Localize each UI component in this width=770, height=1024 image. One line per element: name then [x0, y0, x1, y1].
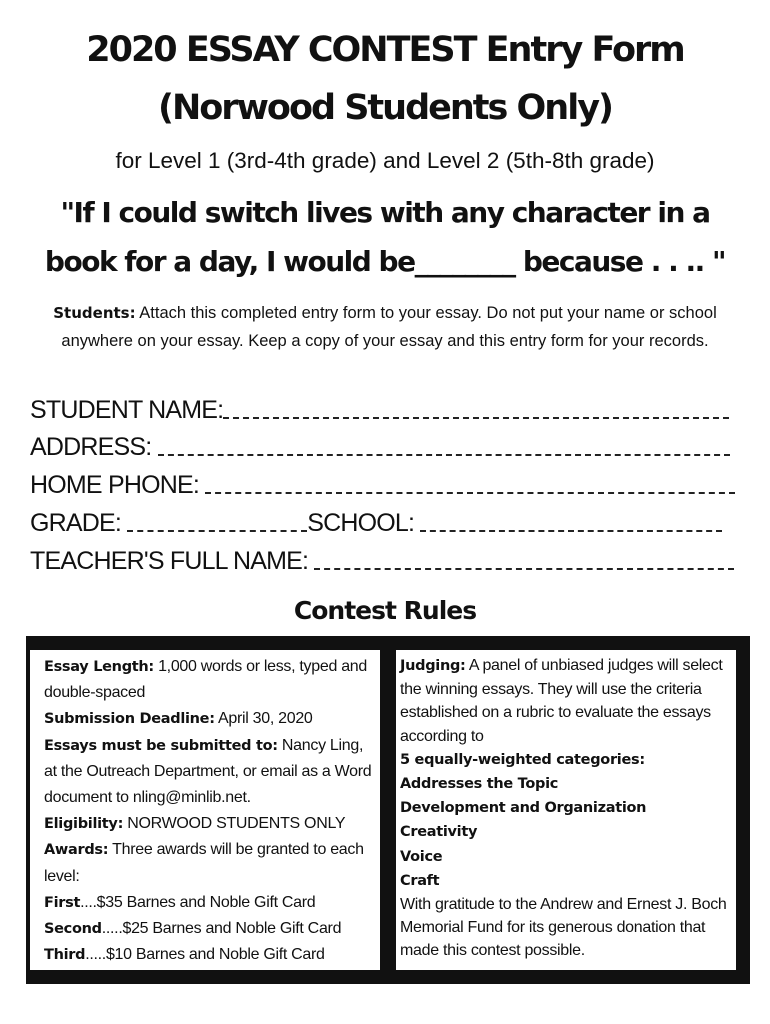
essay-length-text: 1,000 words or less, typed and double-spaced — [44, 658, 367, 702]
rules-left-column — [30, 650, 380, 970]
third-prize-label: Third — [44, 947, 86, 964]
instructions-text: Attach this completed entry form to your essay. Do not put your name or school anywhere on your essay. Keep a copy of your essay and this entry form for your records. — [61, 304, 717, 350]
category-item — [400, 772, 730, 796]
second-prize-text: .....$25 Barnes and Noble Gift Card — [101, 920, 342, 938]
grade-blank[interactable] — [127, 506, 307, 532]
first-prize-label: First — [44, 894, 81, 911]
awards-label: Awards: — [44, 842, 109, 859]
gratitude-note: With gratitude to the Andrew and Ernest J. Boch Memorial Fund for its generous donation that made this contest possible. — [400, 896, 727, 960]
student-instructions — [45, 299, 725, 355]
category-development: Development and Organization — [400, 800, 647, 817]
category-item — [400, 796, 730, 820]
contest-rules-box — [26, 636, 750, 984]
form-title-eligibility: (Norwood Students Only) — [157, 88, 613, 128]
eligibility-label: Eligibility: — [44, 816, 124, 833]
home-phone-label: HOME PHONE: — [30, 471, 199, 499]
category-topic: Addresses the Topic — [400, 776, 559, 793]
address-label: ADDRESS: — [30, 433, 152, 461]
second-prize-label: Second — [44, 921, 102, 938]
awards-text: Three awards will be granted to each level: — [44, 841, 364, 885]
address-field — [30, 430, 730, 464]
essay-prompt-line-2: book for a day, I would be________ because . . .. " — [44, 245, 726, 278]
submission-label: Essays must be submitted to: — [44, 737, 278, 754]
categories-label: 5 equally-weighted categories: — [400, 751, 645, 768]
category-item — [400, 869, 730, 893]
category-creativity: Creativity — [400, 824, 478, 841]
submission-text: Nancy Ling, at the Outreach Department, or email as a Word document to nling@minlib.net. — [44, 736, 372, 807]
submission-rule — [44, 733, 374, 812]
categories-heading — [400, 748, 730, 772]
student-name-blank[interactable] — [223, 393, 729, 419]
first-prize-text: ....$35 Barnes and Noble Gift Card — [80, 893, 316, 911]
levels-subtitle: for Level 1 (3rd-4th grade) and Level 2 (5th-8th grade) — [115, 148, 655, 173]
deadline-label: Submission Deadline: — [44, 711, 215, 728]
grade-school-field — [30, 506, 722, 540]
teacher-blank[interactable] — [314, 544, 734, 570]
category-craft: Craft — [400, 872, 440, 889]
school-label: SCHOOL: — [307, 509, 415, 537]
student-name-label: STUDENT NAME: — [30, 396, 224, 424]
home-phone-field — [30, 468, 735, 502]
teacher-label: TEACHER'S FULL NAME: — [30, 547, 309, 575]
judging-label: Judging: — [400, 658, 466, 674]
address-blank[interactable] — [158, 430, 730, 456]
student-name-field — [30, 393, 729, 427]
second-prize — [44, 916, 374, 942]
category-item — [400, 820, 730, 844]
judging-text: A panel of unbiased judges will select the winning essays. They will use the criteria established on a rubric to evaluate the essays according to — [400, 657, 723, 745]
eligibility-rule — [44, 811, 374, 837]
essay-length-label: Essay Length: — [44, 659, 154, 675]
instructions-label: Students: — [53, 304, 136, 322]
teacher-field — [30, 544, 734, 578]
essay-prompt-line-1: "If I could switch lives with any character in a — [60, 196, 710, 229]
eligibility-text: NORWOOD STUDENTS ONLY — [123, 815, 346, 833]
third-prize-text: .....$10 Barnes and Noble Gift Card — [85, 946, 325, 964]
first-prize — [44, 890, 374, 916]
form-title: 2020 ESSAY CONTEST Entry Form — [86, 30, 684, 70]
category-voice: Voice — [400, 848, 443, 865]
judging-rule — [400, 654, 730, 748]
awards-rule — [44, 837, 374, 889]
grade-label: GRADE: — [30, 509, 122, 537]
essay-length-rule — [44, 654, 374, 706]
third-prize — [44, 942, 374, 968]
deadline-text: April 30, 2020 — [214, 710, 313, 728]
rules-right-column — [396, 650, 736, 970]
home-phone-blank[interactable] — [205, 468, 735, 494]
category-item — [400, 845, 730, 869]
school-blank[interactable] — [420, 506, 722, 532]
deadline-rule — [44, 706, 374, 732]
contest-rules-heading: Contest Rules — [293, 596, 477, 625]
